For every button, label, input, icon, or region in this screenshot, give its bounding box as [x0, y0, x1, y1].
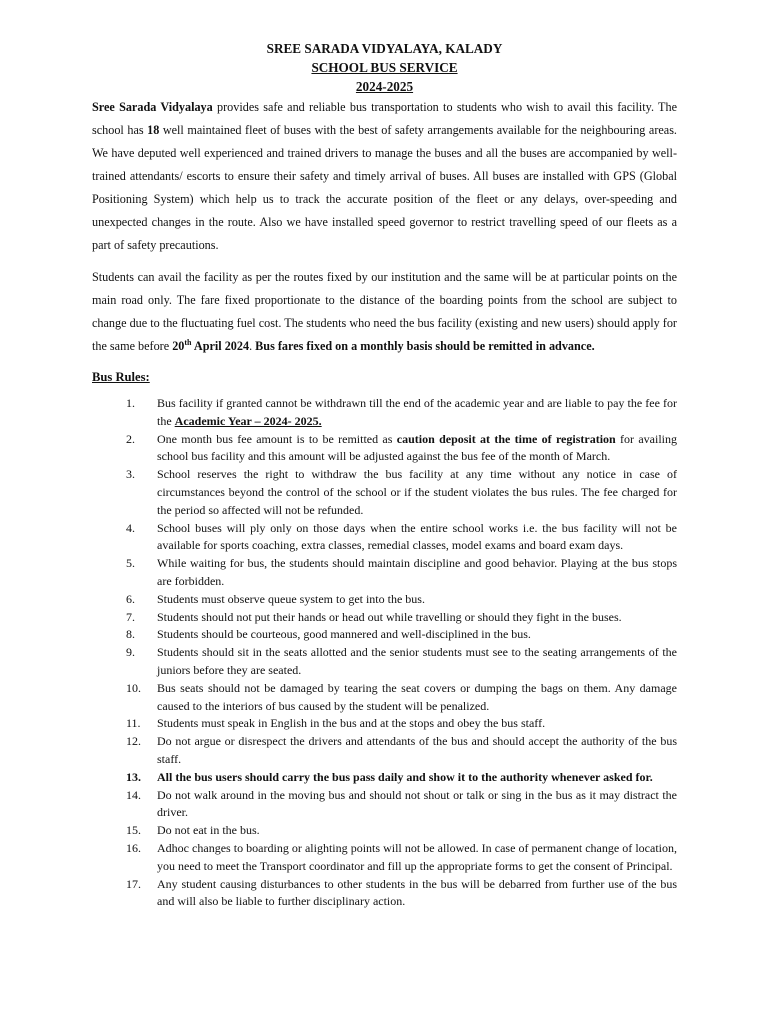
- rule-text: Do not walk around in the moving bus and should not shout or talk or sing in the bus as it may distract the driver.: [157, 787, 677, 820]
- rule-text: Any student causing disturbances to other students in the bus will be debarred from further use of the bus and will also be liable to further disciplinary action.: [157, 876, 677, 909]
- rule-text-part: One month bus fee amount is to be remitted as: [157, 431, 397, 446]
- rule-item: [92, 395, 677, 431]
- rule-text: Students should sit in the seats allotted and the senior students must see to the seating arrangements of the juniors before they are seated.: [157, 645, 677, 677]
- rule-text: Students must speak in English in the bus and at the stops and obey the bus staff.: [157, 716, 546, 731]
- school-name-inline: Sree Sarada Vidyalaya: [92, 100, 213, 114]
- apply-text: Students can avail the facility as per the routes fixed by our institution and the same will be at particular points on the main road only. The fare fixed proportionate to the distance of the boarding points from the school are subject to change due to the fluctuating fuel cost. The students who need the bus facility (existing and new users) should apply for the same before: [92, 270, 677, 353]
- academic-year-emphasis: Academic Year – 2024- 2025.: [174, 413, 322, 428]
- caution-deposit-emphasis: caution deposit at the time of registration: [396, 431, 616, 446]
- bus-count: 18: [147, 123, 160, 137]
- apply-deadline: [172, 339, 249, 353]
- rule-item: [92, 555, 677, 591]
- rule-item: [92, 769, 677, 787]
- rule-number: 6.: [126, 591, 135, 606]
- deadline-period: .: [249, 339, 256, 353]
- rule-item: [92, 431, 677, 467]
- rule-number: 16.: [126, 840, 141, 855]
- rule-item: [92, 787, 677, 823]
- rule-item: [92, 591, 677, 609]
- rule-item: [92, 520, 677, 556]
- rule-item: [92, 466, 677, 519]
- fare-notice: Bus fares fixed on a monthly basis should be remitted in advance.: [255, 339, 595, 353]
- rule-text: Do not eat in the bus.: [157, 823, 260, 838]
- deadline-day-suffix: th: [184, 337, 192, 347]
- rule-number: 9.: [126, 645, 135, 660]
- academic-year-heading: 2024-2025: [355, 79, 414, 94]
- rule-number: 17.: [126, 876, 141, 891]
- rule-text: [156, 431, 677, 467]
- rule-text-part: Bus facility if granted cannot be withdrawn till the end of the academic year and are liable to pay the fee for the: [157, 396, 677, 428]
- rule-number: 1.: [126, 396, 135, 410]
- rule-item: [92, 840, 677, 876]
- rule-text-part: for availing school bus facility and this amount will be adjusted against the bus fee of the month of March.: [157, 431, 677, 464]
- rule-item: [92, 733, 677, 769]
- rule-number: 13.: [126, 769, 141, 784]
- rule-item: [92, 680, 677, 716]
- rule-text: School buses will ply only on those days when the entire school works i.e. the bus facility will not be available for sports coaching, extra classes, remedial classes, model exams and board exam days.: [157, 520, 677, 553]
- rule-number: 10.: [126, 680, 141, 695]
- rule-text: Students should be courteous, good mannered and well-disciplined in the bus.: [157, 627, 531, 642]
- rule-item: [92, 715, 677, 733]
- deadline-day: 20: [172, 339, 185, 353]
- rule-number: 5.: [126, 556, 135, 571]
- rule-text: While waiting for bus, the students should maintain discipline and good behavior. Playing at the bus stops are forbidden.: [157, 556, 677, 588]
- rule-text: Bus seats should not be damaged by tearing the seat covers or dumping the bags on them. Any damage caused to the interiors of bus caused by the student will be penalized.: [157, 680, 677, 713]
- intro-text-b: well maintained fleet of buses with the best of safety arrangements available for the neighbouring areas. We have deputed well experienced and trained drivers to manage the buses and all the buses are accompanied by well-trained attendants/ escorts to ensure their safety and timely arrival of buses. All buses are installed with GPS (Global Positioning System) which help us to track the accurate position of the fleet or any delays, over-speeding and unexpected changes in the route. Also we have installed speed governor to restrict travelling speed of our fleets as a part of safety precautions.: [92, 123, 677, 252]
- rule-text: School reserves the right to withdraw the bus facility at any time without any notice in case of circumstances beyond the control of the school or if the student violates the bus rules. The fee charged for the period so affected will not be refunded.: [157, 467, 677, 517]
- rule-number: 8.: [126, 627, 135, 642]
- rule-item: [92, 822, 677, 840]
- rule-item: [92, 626, 677, 644]
- deadline-month: April 2024: [191, 339, 250, 353]
- rule-text: All the bus users should carry the bus pass daily and show it to the authority whenever asked for.: [157, 769, 653, 784]
- rule-number: 15.: [126, 823, 141, 838]
- rule-text: Students must observe queue system to get into the bus.: [157, 591, 425, 606]
- rule-text: Adhoc changes to boarding or alighting points will not be allowed. In case of permanent change of location, you need to meet the Transport coordinator and fill up the appropriate forms to get the consent of Principal.: [157, 840, 677, 873]
- rule-number: 7.: [126, 609, 135, 624]
- rule-text: Students should not put their hands or head out while travelling or should they fight in the buses.: [157, 609, 622, 624]
- school-name-heading: SREE SARADA VIDYALAYA, KALADY: [266, 41, 503, 56]
- rule-item: [92, 876, 677, 912]
- rule-text: Do not argue or disrespect the drivers and attendants of the bus and should accept the authority of the bus staff.: [157, 734, 677, 766]
- rule-item: [92, 644, 677, 680]
- rule-number: 11.: [126, 716, 141, 731]
- rule-number: 12.: [126, 734, 141, 749]
- bus-rules-heading: Bus Rules:: [92, 370, 150, 384]
- intro-paragraph-2: [92, 266, 677, 358]
- rule-number: 3.: [126, 467, 135, 482]
- intro-text-a: provides safe and reliable bus transportation to students who wish to avail this facility. The school has: [92, 100, 678, 137]
- rule-number: 14.: [126, 787, 141, 802]
- service-title-heading: SCHOOL BUS SERVICE: [311, 60, 458, 75]
- intro-paragraph-1: [92, 96, 677, 257]
- rule-text: [156, 395, 677, 431]
- bus-rules-list: [92, 395, 677, 911]
- rule-item: [92, 609, 677, 627]
- rule-number: 4.: [126, 520, 135, 535]
- rule-number: 2.: [126, 431, 135, 446]
